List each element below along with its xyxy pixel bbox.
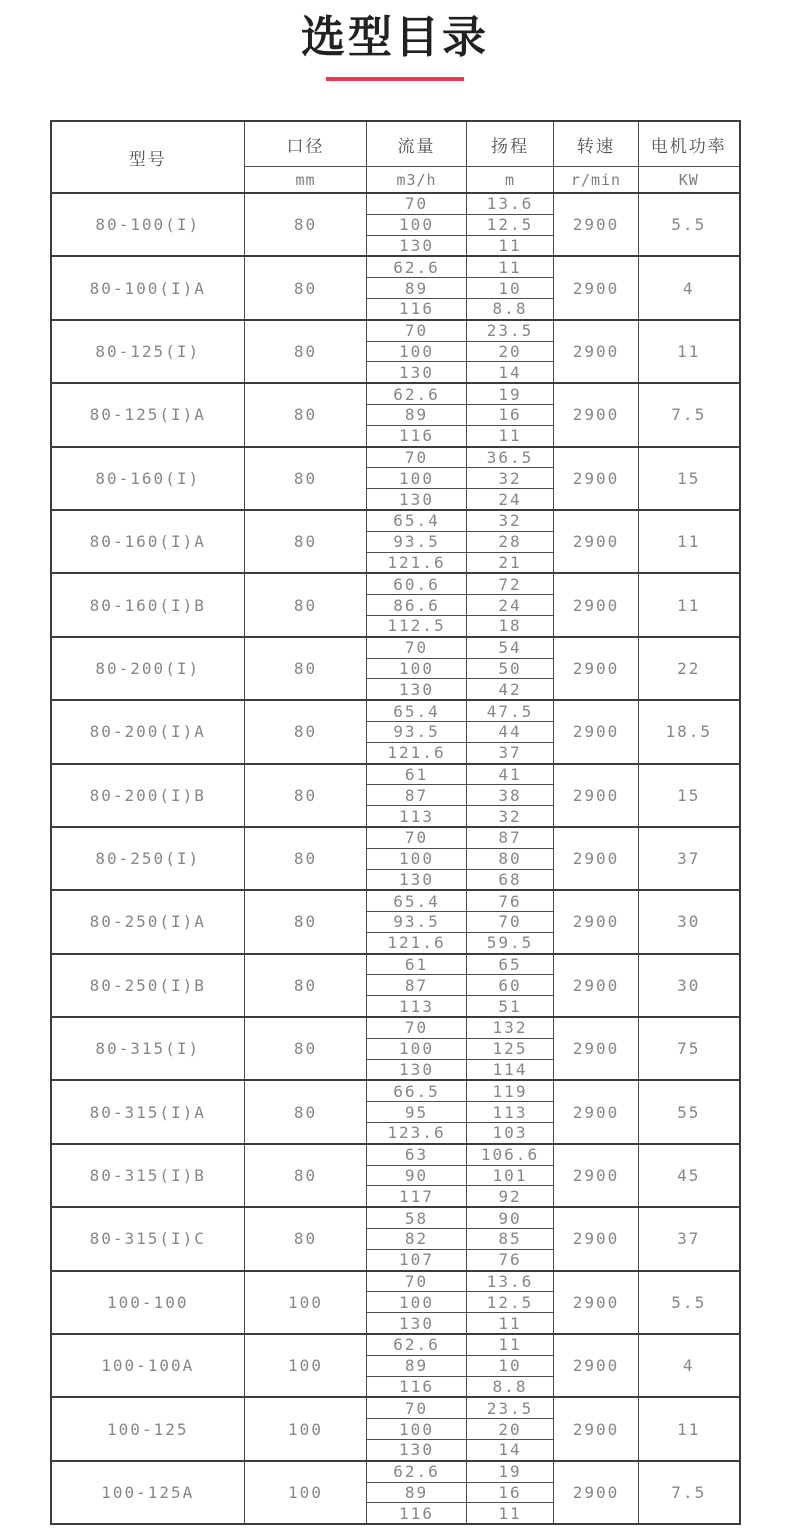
flow-cell: 70 [367,1397,467,1418]
head-cell: 24 [467,489,554,510]
diameter-cell: 80 [245,447,367,510]
power-cell: 7.5 [639,1461,740,1524]
power-cell: 11 [639,320,740,383]
model-cell: 80-160(I)A [51,510,245,573]
speed-cell: 2900 [554,1207,639,1270]
model-cell: 80-125(I) [51,320,245,383]
diameter-cell: 80 [245,573,367,636]
head-cell: 80 [467,848,554,869]
table-row [51,193,740,214]
head-cell: 101 [467,1165,554,1186]
flow-cell: 70 [367,320,467,341]
head-cell: 28 [467,531,554,552]
head-cell: 23.5 [467,320,554,341]
table-row [51,510,740,531]
model-cell: 80-160(I)B [51,573,245,636]
head-cell: 16 [467,1482,554,1503]
flow-cell: 130 [367,1440,467,1461]
power-cell: 15 [639,447,740,510]
unit-flow: m3/h [367,167,467,194]
power-cell: 4 [639,1334,740,1397]
flow-cell: 130 [367,362,467,383]
speed-cell: 2900 [554,637,639,700]
diameter-cell: 80 [245,193,367,256]
diameter-cell: 80 [245,890,367,953]
head-cell: 59.5 [467,932,554,953]
flow-cell: 130 [367,235,467,256]
head-cell: 11 [467,1313,554,1334]
flow-cell: 66.5 [367,1080,467,1101]
table-row [51,1207,740,1228]
model-cell: 80-160(I) [51,447,245,510]
power-cell: 22 [639,637,740,700]
speed-cell: 2900 [554,700,639,763]
flow-cell: 112.5 [367,615,467,636]
diameter-cell: 80 [245,320,367,383]
flow-cell: 100 [367,1038,467,1059]
power-cell: 5.5 [639,1271,740,1334]
head-cell: 47.5 [467,700,554,721]
head-cell: 20 [467,341,554,362]
diameter-cell: 100 [245,1461,367,1524]
head-cell: 76 [467,1249,554,1270]
head-cell: 32 [467,806,554,827]
table-row [51,700,740,721]
flow-cell: 100 [367,1419,467,1440]
flow-cell: 130 [367,679,467,700]
speed-cell: 2900 [554,1144,639,1207]
diameter-cell: 80 [245,700,367,763]
flow-cell: 62.6 [367,1461,467,1482]
flow-cell: 70 [367,1271,467,1292]
head-cell: 21 [467,552,554,573]
power-cell: 15 [639,764,740,827]
flow-cell: 95 [367,1102,467,1123]
head-cell: 114 [467,1059,554,1080]
model-cell: 80-315(I)C [51,1207,245,1270]
head-cell: 11 [467,235,554,256]
table-row [51,1144,740,1165]
speed-cell: 2900 [554,383,639,446]
head-cell: 50 [467,658,554,679]
flow-cell: 70 [367,637,467,658]
head-cell: 132 [467,1017,554,1038]
power-cell: 7.5 [639,383,740,446]
flow-cell: 70 [367,827,467,848]
header-head: 扬程 [467,121,554,167]
model-cell: 100-100A [51,1334,245,1397]
table-row [51,320,740,341]
flow-cell: 61 [367,954,467,975]
power-cell: 30 [639,890,740,953]
head-cell: 106.6 [467,1144,554,1165]
flow-cell: 100 [367,468,467,489]
table-row [51,383,740,404]
head-cell: 125 [467,1038,554,1059]
head-cell: 12.5 [467,1292,554,1313]
flow-cell: 100 [367,658,467,679]
head-cell: 37 [467,742,554,763]
table-row [51,954,740,975]
header-power: 电机功率 [639,121,740,167]
flow-cell: 89 [367,278,467,299]
power-cell: 75 [639,1017,740,1080]
unit-diameter: mm [245,167,367,194]
power-cell: 11 [639,510,740,573]
flow-cell: 70 [367,193,467,214]
head-cell: 92 [467,1186,554,1207]
head-cell: 19 [467,383,554,404]
head-cell: 16 [467,404,554,425]
unit-power: KW [639,167,740,194]
head-cell: 72 [467,573,554,594]
flow-cell: 60.6 [367,573,467,594]
flow-cell: 123.6 [367,1123,467,1144]
flow-cell: 130 [367,1059,467,1080]
flow-cell: 116 [367,425,467,446]
flow-cell: 130 [367,869,467,890]
head-cell: 8.8 [467,298,554,319]
flow-cell: 65.4 [367,700,467,721]
flow-cell: 58 [367,1207,467,1228]
table-row [51,573,740,594]
diameter-cell: 80 [245,764,367,827]
head-cell: 10 [467,278,554,299]
flow-cell: 86.6 [367,595,467,616]
flow-cell: 113 [367,996,467,1017]
speed-cell: 2900 [554,320,639,383]
flow-cell: 121.6 [367,552,467,573]
table-row [51,1017,740,1038]
model-cell: 80-200(I)B [51,764,245,827]
power-cell: 30 [639,954,740,1017]
diameter-cell: 80 [245,1080,367,1143]
flow-cell: 89 [367,1355,467,1376]
model-cell: 80-200(I) [51,637,245,700]
speed-cell: 2900 [554,447,639,510]
flow-cell: 62.6 [367,1334,467,1355]
flow-cell: 117 [367,1186,467,1207]
head-cell: 36.5 [467,447,554,468]
model-cell: 80-250(I)A [51,890,245,953]
head-cell: 38 [467,785,554,806]
flow-cell: 93.5 [367,721,467,742]
head-cell: 113 [467,1102,554,1123]
speed-cell: 2900 [554,827,639,890]
table-header [51,121,740,193]
flow-cell: 62.6 [367,383,467,404]
head-cell: 68 [467,869,554,890]
diameter-cell: 100 [245,1271,367,1334]
diameter-cell: 80 [245,1017,367,1080]
header-diameter: 口径 [245,121,367,167]
diameter-cell: 80 [245,827,367,890]
head-cell: 54 [467,637,554,658]
head-cell: 60 [467,975,554,996]
flow-cell: 70 [367,1017,467,1038]
head-cell: 51 [467,996,554,1017]
model-cell: 100-125A [51,1461,245,1524]
table-row [51,1334,740,1355]
speed-cell: 2900 [554,193,639,256]
flow-cell: 89 [367,404,467,425]
head-cell: 20 [467,1419,554,1440]
head-cell: 11 [467,1334,554,1355]
speed-cell: 2900 [554,510,639,573]
power-cell: 11 [639,1397,740,1460]
diameter-cell: 80 [245,954,367,1017]
power-cell: 37 [639,1207,740,1270]
table-row [51,1461,740,1482]
flow-cell: 93.5 [367,912,467,933]
model-cell: 80-200(I)A [51,700,245,763]
head-cell: 44 [467,721,554,742]
model-cell: 80-100(I) [51,193,245,256]
speed-cell: 2900 [554,1271,639,1334]
head-cell: 32 [467,510,554,531]
flow-cell: 130 [367,1313,467,1334]
flow-cell: 61 [367,764,467,785]
flow-cell: 116 [367,1503,467,1524]
model-cell: 80-315(I)A [51,1080,245,1143]
flow-cell: 116 [367,298,467,319]
head-cell: 32 [467,468,554,489]
head-cell: 24 [467,595,554,616]
speed-cell: 2900 [554,1461,639,1524]
unit-speed: r/min [554,167,639,194]
flow-cell: 65.4 [367,510,467,531]
diameter-cell: 80 [245,1207,367,1270]
flow-cell: 100 [367,214,467,235]
flow-cell: 65.4 [367,890,467,911]
diameter-cell: 80 [245,1144,367,1207]
head-cell: 90 [467,1207,554,1228]
head-cell: 19 [467,1461,554,1482]
speed-cell: 2900 [554,1334,639,1397]
flow-cell: 70 [367,447,467,468]
table-row [51,764,740,785]
power-cell: 5.5 [639,193,740,256]
speed-cell: 2900 [554,256,639,319]
catalog-page [0,13,790,1525]
power-cell: 18.5 [639,700,740,763]
flow-cell: 87 [367,785,467,806]
model-cell: 80-250(I) [51,827,245,890]
power-cell: 45 [639,1144,740,1207]
diameter-cell: 80 [245,383,367,446]
model-cell: 80-100(I)A [51,256,245,319]
model-cell: 100-100 [51,1271,245,1334]
flow-cell: 100 [367,848,467,869]
table-row [51,256,740,277]
head-cell: 85 [467,1229,554,1250]
head-cell: 119 [467,1080,554,1101]
title-underline [326,77,464,81]
flow-cell: 130 [367,489,467,510]
head-cell: 8.8 [467,1376,554,1397]
model-cell: 80-315(I)B [51,1144,245,1207]
table-row [51,637,740,658]
selection-table [50,120,741,1525]
table-row [51,1271,740,1292]
flow-cell: 107 [367,1249,467,1270]
flow-cell: 63 [367,1144,467,1165]
head-cell: 14 [467,362,554,383]
diameter-cell: 80 [245,510,367,573]
flow-cell: 113 [367,806,467,827]
head-cell: 87 [467,827,554,848]
power-cell: 11 [639,573,740,636]
head-cell: 13.6 [467,193,554,214]
flow-cell: 121.6 [367,742,467,763]
diameter-cell: 100 [245,1397,367,1460]
header-row-main [51,121,740,167]
power-cell: 4 [639,256,740,319]
speed-cell: 2900 [554,764,639,827]
head-cell: 76 [467,890,554,911]
diameter-cell: 100 [245,1334,367,1397]
head-cell: 13.6 [467,1271,554,1292]
head-cell: 14 [467,1440,554,1461]
flow-cell: 87 [367,975,467,996]
speed-cell: 2900 [554,573,639,636]
model-cell: 100-125 [51,1397,245,1460]
flow-cell: 100 [367,341,467,362]
table-row [51,1080,740,1101]
model-cell: 80-250(I)B [51,954,245,1017]
header-model: 型号 [51,121,245,193]
head-cell: 12.5 [467,214,554,235]
speed-cell: 2900 [554,890,639,953]
table-row [51,1397,740,1418]
head-cell: 70 [467,912,554,933]
flow-cell: 100 [367,1292,467,1313]
head-cell: 23.5 [467,1397,554,1418]
head-cell: 11 [467,1503,554,1524]
speed-cell: 2900 [554,1017,639,1080]
page-title: 选型目录 [301,12,489,63]
head-cell: 11 [467,425,554,446]
power-cell: 55 [639,1080,740,1143]
table-row [51,827,740,848]
flow-cell: 121.6 [367,932,467,953]
head-cell: 11 [467,256,554,277]
head-cell: 41 [467,764,554,785]
diameter-cell: 80 [245,637,367,700]
model-cell: 80-315(I) [51,1017,245,1080]
power-cell: 37 [639,827,740,890]
flow-cell: 90 [367,1165,467,1186]
model-cell: 80-125(I)A [51,383,245,446]
head-cell: 65 [467,954,554,975]
table-row [51,447,740,468]
unit-head: m [467,167,554,194]
speed-cell: 2900 [554,1080,639,1143]
table-row [51,890,740,911]
head-cell: 18 [467,615,554,636]
flow-cell: 116 [367,1376,467,1397]
table-body [51,193,740,1524]
head-cell: 103 [467,1123,554,1144]
header-flow: 流量 [367,121,467,167]
flow-cell: 82 [367,1229,467,1250]
head-cell: 10 [467,1355,554,1376]
flow-cell: 62.6 [367,256,467,277]
diameter-cell: 80 [245,256,367,319]
speed-cell: 2900 [554,954,639,1017]
header-speed: 转速 [554,121,639,167]
head-cell: 42 [467,679,554,700]
speed-cell: 2900 [554,1397,639,1460]
flow-cell: 93.5 [367,531,467,552]
flow-cell: 89 [367,1482,467,1503]
